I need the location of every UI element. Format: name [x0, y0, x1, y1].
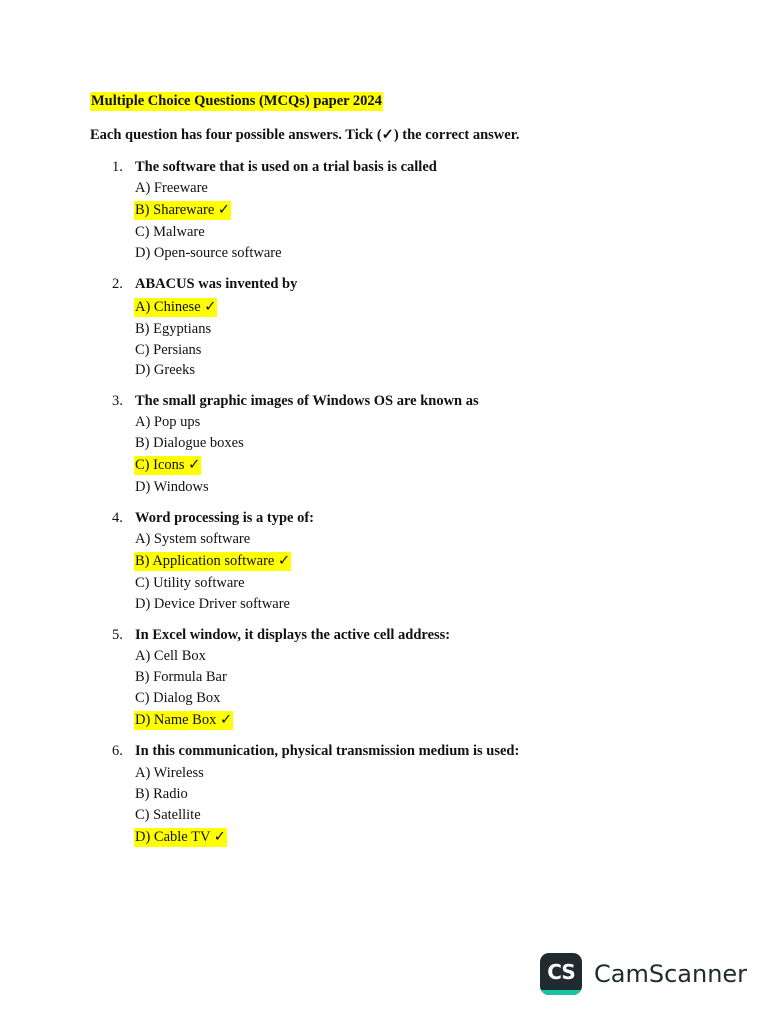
question-number: 1.	[112, 159, 123, 175]
option-a: A) Cell Box	[135, 648, 206, 664]
question-number: 6.	[112, 743, 123, 759]
option-d: D) Windows	[135, 479, 209, 495]
camscanner-logo-bar	[540, 990, 582, 995]
option-a: A) Freeware	[135, 180, 208, 196]
option-b-correct: B) Shareware ✓	[135, 202, 231, 218]
option-d: D) Open-source software	[135, 245, 282, 261]
option-d: D) Greeks	[135, 362, 195, 378]
option-c: C) Dialog Box	[135, 690, 221, 706]
option-c: C) Satellite	[135, 807, 201, 823]
question-number: 4.	[112, 510, 123, 526]
page-title: Multiple Choice Questions (MCQs) paper 2024	[91, 93, 382, 109]
option-c: C) Persians	[135, 342, 202, 358]
option-d-correct: D) Cable TV ✓	[135, 829, 226, 845]
question-text: The small graphic images of Windows OS are known as	[135, 393, 479, 409]
option-d-correct: D) Name Box ✓	[135, 712, 233, 728]
option-c: C) Malware	[135, 224, 205, 240]
option-b: B) Egyptians	[135, 321, 212, 337]
question-text: In Excel window, it displays the active cell address:	[135, 627, 451, 643]
question-number: 5.	[112, 627, 123, 643]
camscanner-watermark	[540, 952, 747, 996]
question-number: 3.	[112, 393, 123, 409]
option-a: A) System software	[135, 531, 251, 547]
option-a-correct: A) Chinese ✓	[135, 299, 217, 315]
instructions: Each question has four possible answers. Tick (✓) the correct answer.	[90, 127, 520, 143]
camscanner-logo-icon	[540, 953, 582, 995]
option-a: A) Pop ups	[135, 414, 201, 430]
question-text: Word processing is a type of:	[135, 510, 314, 526]
question-text: The software that is used on a trial basis is called	[135, 159, 437, 175]
question-text: In this communication, physical transmission medium is used:	[135, 743, 520, 759]
option-c-correct: C) Icons ✓	[135, 457, 201, 473]
option-b: B) Radio	[135, 786, 188, 802]
option-d: D) Device Driver software	[135, 596, 290, 612]
question-number: 2.	[112, 276, 123, 292]
camscanner-name: CamScanner	[594, 960, 748, 988]
option-c: C) Utility software	[135, 575, 245, 591]
option-b: B) Dialogue boxes	[135, 435, 244, 451]
question-text: ABACUS was invented by	[135, 276, 298, 292]
camscanner-logo-text: CS	[547, 960, 575, 984]
option-a: A) Wireless	[135, 765, 204, 781]
option-b-correct: B) Application software ✓	[135, 553, 291, 569]
option-b: B) Formula Bar	[135, 669, 227, 685]
